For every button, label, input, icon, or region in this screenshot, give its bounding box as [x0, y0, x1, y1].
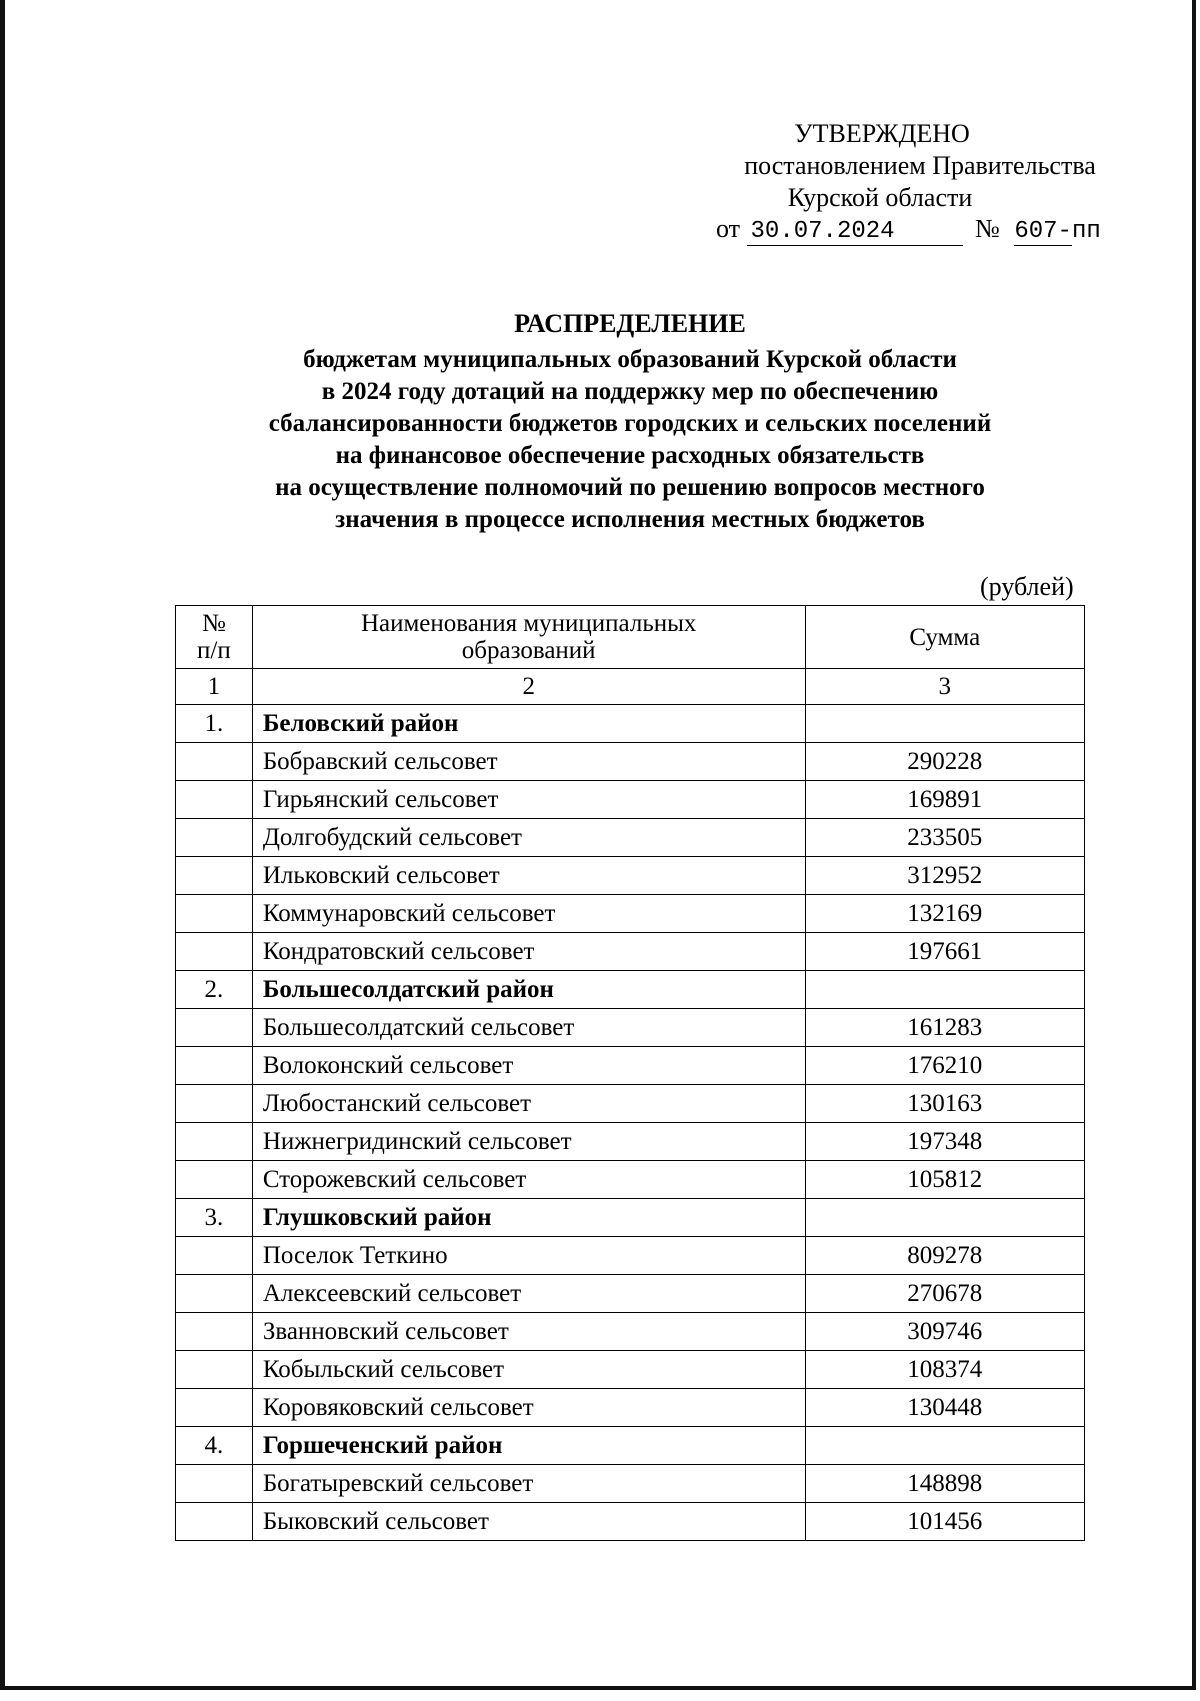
- column-number: 1: [176, 669, 253, 705]
- row-sum: [805, 971, 1084, 1009]
- row-num: [176, 781, 253, 819]
- table-row: [176, 857, 1085, 895]
- row-sum: 130163: [805, 1085, 1084, 1123]
- row-name: Нижнегридинский сельсовет: [252, 1123, 805, 1161]
- approval-dateline: [716, 214, 1101, 246]
- row-sum: 132169: [805, 895, 1084, 933]
- row-name: Коровяковский сельсовет: [252, 1389, 805, 1427]
- district-row: [176, 1199, 1085, 1237]
- row-sum: 270678: [805, 1275, 1084, 1313]
- row-name: Кондратовский сельсовет: [252, 933, 805, 971]
- scan-edge-right: [1192, 0, 1196, 1690]
- row-num: [176, 1047, 253, 1085]
- row-sum: 105812: [805, 1161, 1084, 1199]
- table-row: [176, 1009, 1085, 1047]
- table-row: [176, 1313, 1085, 1351]
- title-line: в 2024 году дотаций на поддержку мер по обеспечению: [321, 378, 939, 405]
- row-sum: [805, 1427, 1084, 1465]
- table-row: [176, 895, 1085, 933]
- row-num: [176, 1123, 253, 1161]
- approval-stamp: [680, 118, 1120, 214]
- row-sum: 148898: [805, 1465, 1084, 1503]
- approval-number: 607-пп: [1014, 218, 1101, 245]
- row-num: [176, 1351, 253, 1389]
- table-row: [176, 743, 1085, 781]
- row-name: Бобравский сельсовет: [252, 743, 805, 781]
- table-row: [176, 781, 1085, 819]
- table-row: [176, 933, 1085, 971]
- row-sum: 161283: [805, 1009, 1084, 1047]
- distribution-table: [175, 605, 1085, 1541]
- row-sum: 197348: [805, 1123, 1084, 1161]
- row-num: [176, 933, 253, 971]
- row-name: Любостанский сельсовет: [252, 1085, 805, 1123]
- row-name: Поселок Теткино: [252, 1237, 805, 1275]
- table-row: [176, 1237, 1085, 1275]
- row-sum: [805, 705, 1084, 743]
- row-num: [176, 1161, 253, 1199]
- row-name: Коммунаровский сельсовет: [252, 895, 805, 933]
- row-sum: 101456: [805, 1503, 1084, 1541]
- row-num: [176, 1237, 253, 1275]
- row-name: Беловский район: [252, 705, 805, 743]
- row-name: Долгобудский сельсовет: [252, 819, 805, 857]
- district-row: [176, 971, 1085, 1009]
- row-sum: 312952: [805, 857, 1084, 895]
- header-num: № п/п: [176, 606, 253, 669]
- row-sum: 233505: [805, 819, 1084, 857]
- row-name: Сторожевский сельсовет: [252, 1161, 805, 1199]
- row-num: [176, 895, 253, 933]
- row-num: [176, 857, 253, 895]
- district-row: [176, 705, 1085, 743]
- row-sum: 197661: [805, 933, 1084, 971]
- header-name: Наименования муниципальных образований: [252, 606, 805, 669]
- document-title: [180, 308, 1080, 536]
- row-sum: 290228: [805, 743, 1084, 781]
- row-name: Горшеченский район: [252, 1427, 805, 1465]
- table-row: [176, 1503, 1085, 1541]
- row-name: Глушковский район: [252, 1199, 805, 1237]
- row-name: Большесолдатский район: [252, 971, 805, 1009]
- row-sum: 809278: [805, 1237, 1084, 1275]
- date-prefix: от: [716, 214, 741, 243]
- row-sum: 309746: [805, 1313, 1084, 1351]
- row-sum: 176210: [805, 1047, 1084, 1085]
- row-name: Алексеевский сельсовет: [252, 1275, 805, 1313]
- units-label: (рублей): [980, 572, 1074, 601]
- approval-heading: УТВЕРЖДЕНО: [794, 119, 970, 148]
- row-num: [176, 1503, 253, 1541]
- row-num: [176, 819, 253, 857]
- row-num: [176, 743, 253, 781]
- row-sum: 169891: [805, 781, 1084, 819]
- table-row: [176, 1123, 1085, 1161]
- title-line: на осуществление полномочий по решению вопросов местного: [275, 474, 985, 501]
- district-row: [176, 1427, 1085, 1465]
- title-line: значения в процессе исполнения местных бюджетов: [335, 506, 925, 533]
- approval-date: 30.07.2024: [747, 218, 963, 246]
- title-line: на финансовое обеспечение расходных обязательств: [335, 442, 925, 469]
- column-number: 3: [805, 669, 1084, 705]
- approval-line1: постановлением Правительства: [744, 151, 1096, 180]
- row-num: [176, 1085, 253, 1123]
- title-line: сбалансированности бюджетов городских и сельских поселений: [268, 410, 992, 437]
- row-name: Волоконский сельсовет: [252, 1047, 805, 1085]
- row-name: Быковский сельсовет: [252, 1503, 805, 1541]
- approval-line2: Курской области: [787, 183, 973, 212]
- table-row: [176, 1351, 1085, 1389]
- row-name: Кобыльский сельсовет: [252, 1351, 805, 1389]
- number-sign: №: [975, 214, 1000, 243]
- row-sum: 108374: [805, 1351, 1084, 1389]
- row-num: 2.: [176, 971, 253, 1009]
- header-sum: Сумма: [805, 606, 1084, 669]
- row-name: Гирьянский сельсовет: [252, 781, 805, 819]
- row-sum: 130448: [805, 1389, 1084, 1427]
- column-number: 2: [252, 669, 805, 705]
- row-num: [176, 1009, 253, 1047]
- row-sum: [805, 1199, 1084, 1237]
- table-row: [176, 1085, 1085, 1123]
- row-num: [176, 1313, 253, 1351]
- column-number-row: [176, 669, 1085, 705]
- row-name: Званновский сельсовет: [252, 1313, 805, 1351]
- row-num: [176, 1275, 253, 1313]
- title-line: бюджетам муниципальных образований Курской области: [303, 346, 957, 373]
- scan-edge-left: [0, 0, 5, 1690]
- table-header-row: [176, 606, 1085, 669]
- table-row: [176, 1275, 1085, 1313]
- scan-edge-bottom: [0, 1686, 1196, 1690]
- table-row: [176, 1389, 1085, 1427]
- row-num: 1.: [176, 705, 253, 743]
- table-row: [176, 819, 1085, 857]
- row-name: Богатыревский сельсовет: [252, 1465, 805, 1503]
- table-row: [176, 1465, 1085, 1503]
- title-main: РАСПРЕДЕЛЕНИЕ: [514, 309, 746, 338]
- row-num: [176, 1465, 253, 1503]
- row-num: 4.: [176, 1427, 253, 1465]
- row-name: Ильковский сельсовет: [252, 857, 805, 895]
- row-name: Большесолдатский сельсовет: [252, 1009, 805, 1047]
- table-row: [176, 1161, 1085, 1199]
- table-row: [176, 1047, 1085, 1085]
- row-num: [176, 1389, 253, 1427]
- row-num: 3.: [176, 1199, 253, 1237]
